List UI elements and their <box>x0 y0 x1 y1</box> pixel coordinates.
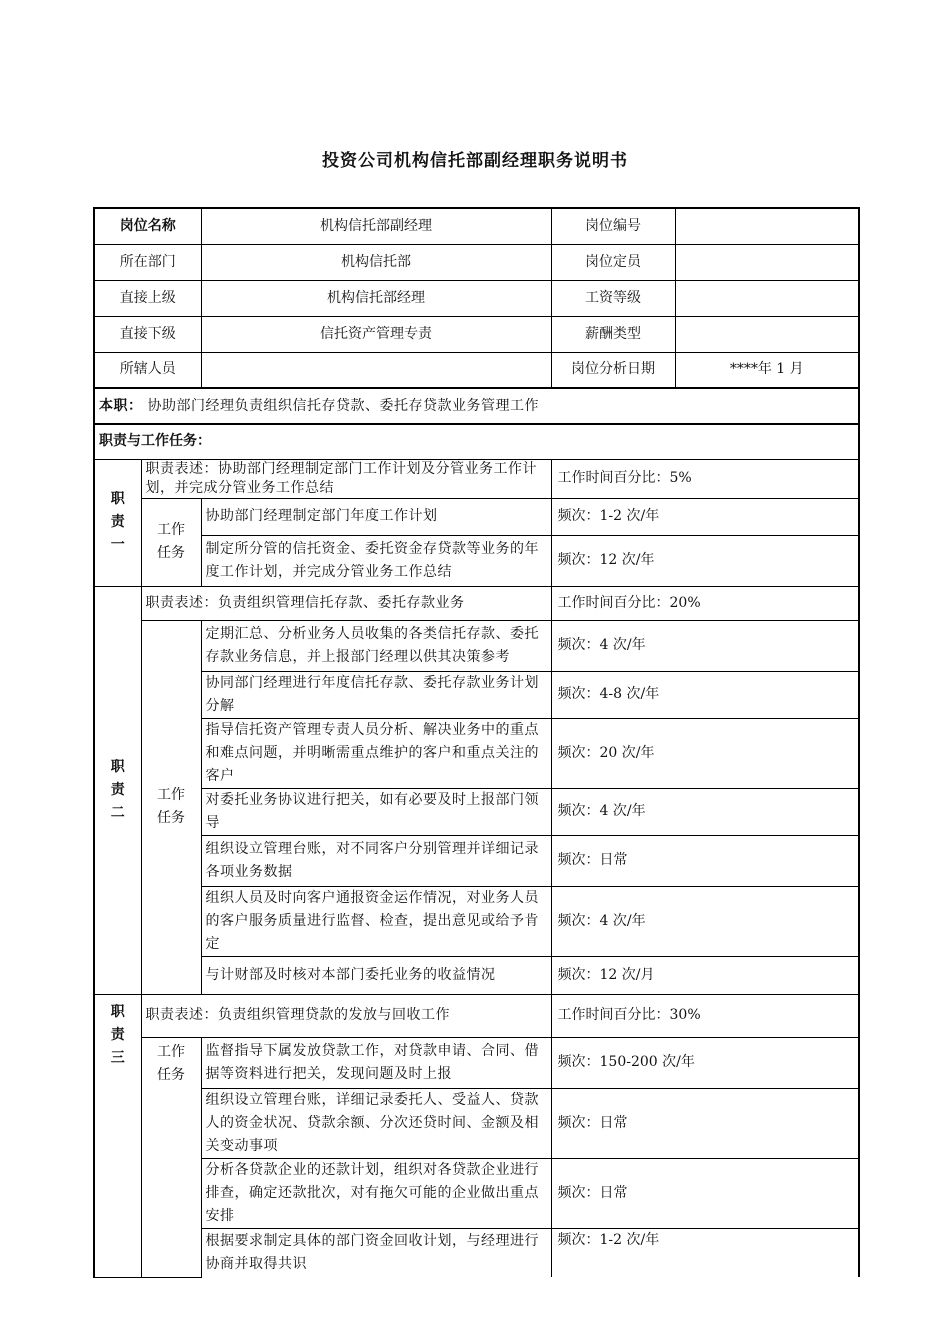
info-row-staff <box>94 352 859 388</box>
tasks-header: 职责与工作任务： <box>94 424 859 459</box>
duty-2-task-6-freq: 频次：4 次/年 <box>551 886 859 956</box>
value-position-name: 机构信托部副经理 <box>201 208 551 244</box>
duty-2-task-2-freq: 频次：4-8 次/年 <box>551 671 859 718</box>
value-subordinate: 信托资产管理专责 <box>201 316 551 352</box>
info-row-superior <box>94 280 859 316</box>
duty-3-statement: 职责表述：负责组织管理贷款的发放与回收工作 <box>141 994 551 1037</box>
duty-3-task-2-text: 组织设立管理台账，详细记录委托人、受益人、贷款人的资金状况、贷款余额、分次还贷时间、金额及相关变动事项 <box>201 1088 551 1158</box>
duty-1-task-1-freq: 频次：1-2 次/年 <box>551 498 859 535</box>
duty-3-task-1-freq: 频次：150-200 次/年 <box>551 1037 859 1088</box>
info-row-position-name <box>94 208 859 244</box>
value-position-code <box>675 208 859 244</box>
duty-2-label: 职 责 二 <box>94 586 141 994</box>
duty-1-task-1-text: 协助部门经理制定部门年度工作计划 <box>201 498 551 535</box>
duty-1-statement-row <box>94 459 859 498</box>
duty-2-statement: 职责表述：负责组织管理信托存款、委托存款业务 <box>141 586 551 620</box>
duty-2-task-row <box>94 671 859 718</box>
duty-2-task-2-text: 协同部门经理进行年度信托存款、委托存款业务计划分解 <box>201 671 551 718</box>
duty-2-task-6-text: 组织人员及时向客户通报资金运作情况，对业务人员的客户服务质量进行监督、检查，提出意见或给予肯定 <box>201 886 551 956</box>
duty-2-statement-row <box>94 586 859 620</box>
label-analysis-date: 岗位分析日期 <box>551 352 675 388</box>
value-headcount <box>675 244 859 280</box>
duty-3-task-label: 工作任务 <box>141 1037 201 1277</box>
duty-2-task-4-text: 对委托业务协议进行把关，如有必要及时上报部门领导 <box>201 788 551 835</box>
duty-2-task-row <box>94 956 859 994</box>
duty-3-task-2-freq: 频次：日常 <box>551 1088 859 1158</box>
label-salary-grade: 工资等级 <box>551 280 675 316</box>
duty-2-task-5-freq: 频次：日常 <box>551 835 859 886</box>
duty-2-percent: 工作时间百分比：20% <box>551 586 859 620</box>
label-superior: 直接上级 <box>94 280 201 316</box>
duty-2-task-row <box>94 718 859 788</box>
duty-2-task-7-freq: 频次：12 次/月 <box>551 956 859 994</box>
duty-3-percent: 工作时间百分比：30% <box>551 994 859 1037</box>
label-department: 所在部门 <box>94 244 201 280</box>
duty-2-task-3-text: 指导信托资产管理专责人员分析、解决业务中的重点和难点问题，并明晰需重点维护的客户和重点关注的客户 <box>201 718 551 788</box>
main-duty-row <box>94 388 859 424</box>
duty-2-task-row <box>94 886 859 956</box>
label-subordinate: 直接下级 <box>94 316 201 352</box>
value-department: 机构信托部 <box>201 244 551 280</box>
duty-2-task-4-freq: 频次：4 次/年 <box>551 788 859 835</box>
label-position-code: 岗位编号 <box>551 208 675 244</box>
duty-2-task-7-text: 与计财部及时核对本部门委托业务的收益情况 <box>201 956 551 994</box>
duty-3-task-1-text: 监督指导下属发放贷款工作，对贷款申请、合同、借据等资料进行把关，发现问题及时上报 <box>201 1037 551 1088</box>
duty-1-label: 职 责 一 <box>94 459 141 586</box>
main-duty-text: 协助部门经理负责组织信托存贷款、委托存贷款业务管理工作 <box>147 397 539 414</box>
duty-1-task-row <box>94 535 859 586</box>
duty-3-statement-row <box>94 994 859 1037</box>
main-duty-label: 本职： <box>99 397 143 414</box>
duty-1-task-label: 工作任务 <box>141 498 201 586</box>
label-staff: 所辖人员 <box>94 352 201 388</box>
main-duty <box>94 388 859 424</box>
duty-2-task-3-freq: 频次：20 次/年 <box>551 718 859 788</box>
duty-1-percent: 工作时间百分比：5% <box>551 459 859 498</box>
duty-3-task-4-freq: 频次：1-2 次/年 <box>551 1228 859 1277</box>
duty-3-label: 职 责 三 <box>94 994 141 1277</box>
info-row-department <box>94 244 859 280</box>
duty-1-task-2-freq: 频次：12 次/年 <box>551 535 859 586</box>
value-pay-type <box>675 316 859 352</box>
duty-2-task-row <box>94 620 859 671</box>
duty-3-task-row <box>94 1228 859 1277</box>
duty-2-task-5-text: 组织设立管理台账，对不同客户分别管理并详细记录各项业务数据 <box>201 835 551 886</box>
label-headcount: 岗位定员 <box>551 244 675 280</box>
page-title: 投资公司机构信托部副经理职务说明书 <box>322 151 628 171</box>
duty-2-task-1-freq: 频次：4 次/年 <box>551 620 859 671</box>
duty-3-task-3-freq: 频次：日常 <box>551 1158 859 1228</box>
duty-3-task-row <box>94 1088 859 1158</box>
duty-1-task-row <box>94 498 859 535</box>
duty-3-task-4-text: 根据要求制定具体的部门资金回收计划，与经理进行协商并取得共识 <box>201 1228 551 1277</box>
duty-3-task-row <box>94 1037 859 1088</box>
duty-2-task-row <box>94 788 859 835</box>
duty-2-task-label: 工作任务 <box>141 620 201 994</box>
job-description-table <box>93 207 860 1278</box>
duty-3-task-row <box>94 1158 859 1228</box>
duty-2-task-row <box>94 835 859 886</box>
duty-2-task-1-text: 定期汇总、分析业务人员收集的各类信托存款、委托存款业务信息，并上报部门经理以供其决策参考 <box>201 620 551 671</box>
value-superior: 机构信托部经理 <box>201 280 551 316</box>
duty-1-statement: 职责表述：协助部门经理制定部门工作计划及分管业务工作计划，并完成分管业务工作总结 <box>141 459 551 498</box>
duty-3-task-3-text: 分析各贷款企业的还款计划，组织对各贷款企业进行排查，确定还款批次，对有拖欠可能的企业做出重点安排 <box>201 1158 551 1228</box>
info-row-subordinate <box>94 316 859 352</box>
label-pay-type: 薪酬类型 <box>551 316 675 352</box>
value-salary-grade <box>675 280 859 316</box>
duty-1-task-2-text: 制定所分管的信托资金、委托资金存贷款等业务的年度工作计划，并完成分管业务工作总结 <box>201 535 551 586</box>
value-staff <box>201 352 551 388</box>
value-analysis-date: ****年 1 月 <box>675 352 859 388</box>
label-position-name: 岗位名称 <box>94 208 201 244</box>
tasks-header-row <box>94 424 859 459</box>
